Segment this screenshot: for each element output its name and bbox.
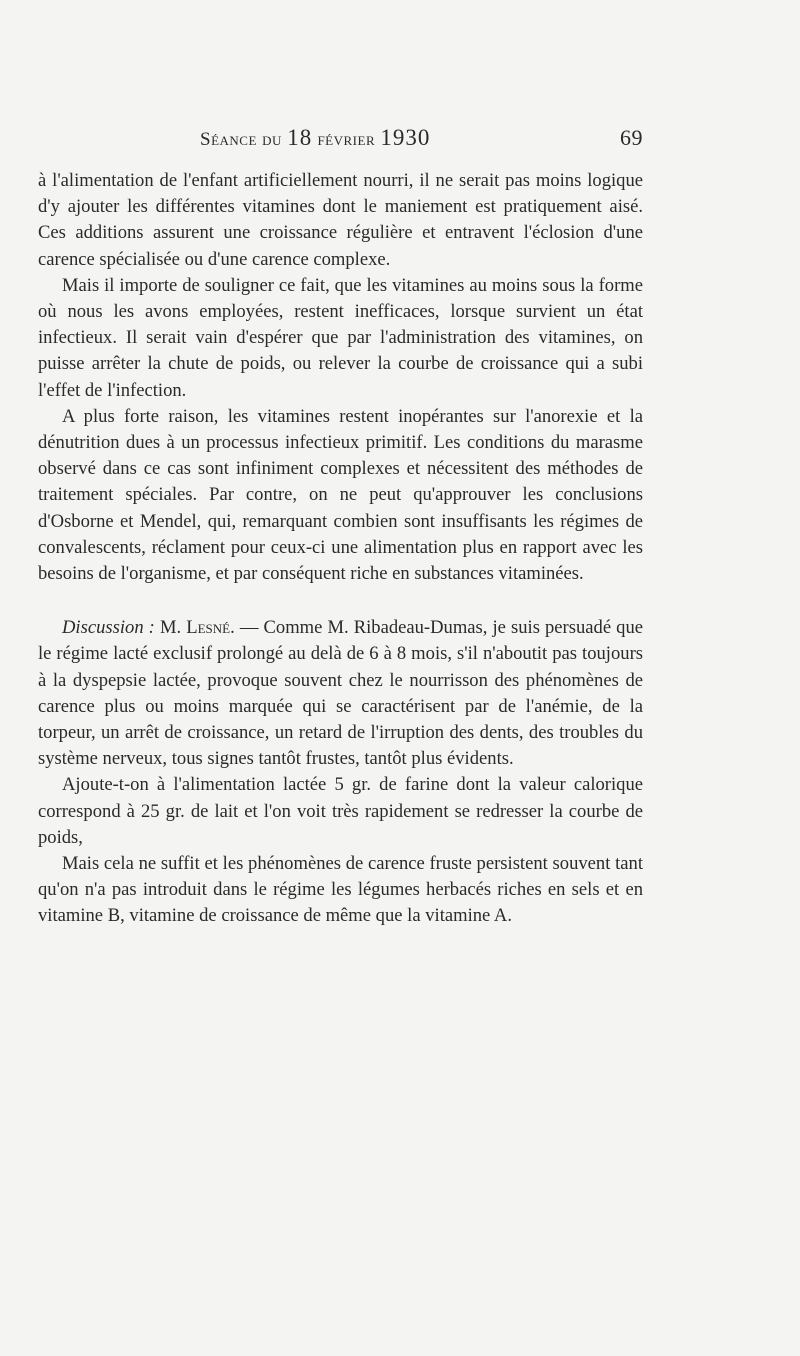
page-number: 69 xyxy=(620,125,643,150)
discussion-paragraph xyxy=(38,615,643,772)
paragraph-continuation: à l'alimentation de l'enfant artificiellement nourri, il ne serait pas moins logique d'y ajouter les différentes vitamines dont le maniement est pratiquement aisé. Ces additions assurent une croissance régulière et entravent l'éclosion d'une carence spécialisée ou d'une carence complexe. xyxy=(38,170,643,270)
article-body xyxy=(38,168,643,930)
paragraph-vegetables: Mais cela ne suffit et les phénomènes de carence fruste persistent souvent tant qu'on n'a pas introduit dans le régime les légumes herbacés riches en sels et en vitamine B, vitamine de croissance de même que la vitamine A. xyxy=(38,853,643,927)
discussion-label: Discussion : xyxy=(62,617,155,639)
running-title-prefix: Séance du xyxy=(200,129,288,150)
running-title xyxy=(200,125,430,151)
discussion-speaker-initial: M. xyxy=(154,617,187,639)
running-title-year: 1930 xyxy=(380,125,431,150)
paragraph-flour: Ajoute-t-on à l'alimentation lactée 5 gr. de farine dont la valeur calorique correspond à 25 gr. de lait et l'on voit très rapidement se redresser la courbe de poids, xyxy=(38,774,643,848)
discussion-text: — Comme M. Ribadeau-Dumas, je suis persuadé que le régime lacté exclusif prolongé au delà de 6 à 8 mois, s'il n'aboutit pas toujours à la dyspepsie lactée, provoque souvent chez le nourrisson des phénomènes de carence plus ou moins marquée qui se caractérisent par de l'anémie, de la torpeur, un arrêt de croissance, un retard de l'irruption des dents, des troubles du système nerveux, tous signes tantôt frustes, tantôt plus évidents. xyxy=(38,617,644,770)
discussion-speaker-name: Lesné. xyxy=(186,617,235,639)
running-title-day: 18 xyxy=(287,125,313,150)
running-title-month: février xyxy=(312,129,381,150)
paragraph-anorexia: A plus forte raison, les vitamines restent inopérantes sur l'anorexie et la dénutrition dues à un processus infectieux primitif. Les conditions du marasme observé dans ce cas sont infiniment complexes et nécessitent des méthodes de traitement spéciales. Par contre, on ne peut qu'approuver les conclusions d'Osborne et Mendel, qui, remarquant combien sont insuffisants les régimes de convalescents, réclament pour ceux-ci une alimentation plus en rapport avec les besoins de l'organisme, et par conséquent riche en substances vitaminées. xyxy=(38,405,643,585)
paragraph-infection: Mais il importe de souligner ce fait, que les vitamines au moins sous la forme où nous les avons employées, restent inefficaces, lorsque survient un état infectieux. Il serait vain d'espérer que par l'administration des vitamines, on puisse arrêter la chute de poids, ou relever la courbe de croissance qui a subi l'effet de l'infection. xyxy=(38,274,643,401)
running-head xyxy=(200,125,643,155)
